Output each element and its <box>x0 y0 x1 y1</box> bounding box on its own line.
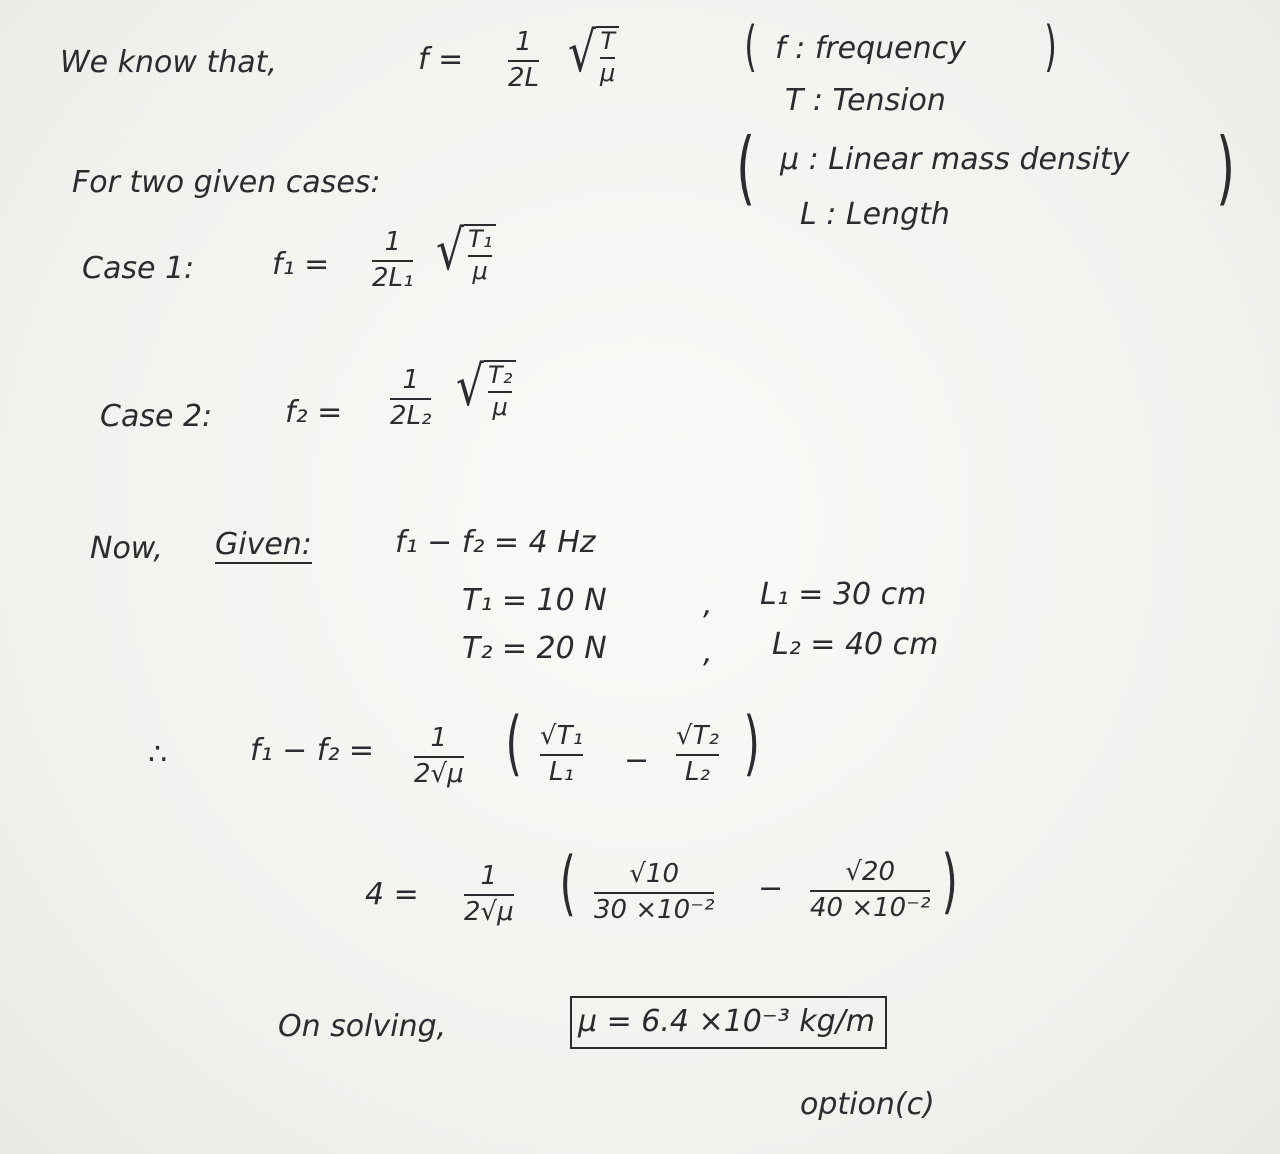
legend-tension: T : Tension <box>785 83 946 118</box>
fraction-bar <box>464 894 514 896</box>
sqrt-icon: √ <box>568 21 597 85</box>
fraction-bar <box>540 754 583 756</box>
derivation-term2 <box>676 722 719 788</box>
f-sqrt <box>568 21 619 87</box>
derivation-term2-den: L₂ <box>684 756 710 787</box>
legend-frequency: f : frequency <box>775 31 966 66</box>
f-rad-num: T <box>600 27 616 55</box>
answer-box: μ = 6.4 ×10⁻³ kg/m <box>570 996 887 1049</box>
sqrt-icon: √ <box>456 355 485 419</box>
length-1: L₁ = 30 cm <box>760 577 927 612</box>
substitution-term2-num: √20 <box>845 857 896 887</box>
case2-rad-num: T₂ <box>488 361 513 389</box>
case1-sqrt <box>436 219 496 285</box>
legend-open-paren: ( <box>736 121 755 214</box>
substitution-term1-num: √10 <box>629 859 680 889</box>
substitution-prefactor <box>464 862 514 928</box>
sqrt-icon: √ <box>436 219 465 283</box>
derivation-lhs: f₁ − f₂ = <box>250 733 375 768</box>
comma-1: , <box>703 587 713 622</box>
f-lhs: f = <box>418 42 464 77</box>
freq-diff: f₁ − f₂ = 4 Hz <box>395 525 596 560</box>
derivation-pre-num: 1 <box>430 723 448 753</box>
option-label: option(c) <box>800 1087 935 1122</box>
derivation-open-paren: ( <box>505 702 522 784</box>
case1-den: 2L₁ <box>372 262 414 293</box>
case2-sqrt <box>456 355 516 421</box>
therefore-symbol: ∴ <box>148 737 168 772</box>
case1-prefactor <box>372 228 413 294</box>
f-rad-den: μ <box>600 58 616 87</box>
derivation-close-paren: ) <box>743 702 760 784</box>
f-prefactor-den: 2L <box>508 62 540 93</box>
derivation-pre-den: 2√μ <box>414 758 464 789</box>
cases-intro: For two given cases: <box>72 165 381 200</box>
substitution-minus: − <box>758 871 784 906</box>
case2-label: Case 2: <box>100 399 213 434</box>
tension-2: T₂ = 20 N <box>462 631 607 666</box>
legend-close-paren-top: ) <box>1044 15 1057 78</box>
case1-label: Case 1: <box>82 251 195 286</box>
derivation-term2-num: √T₂ <box>676 721 719 751</box>
fraction-bar <box>810 890 930 892</box>
case2-den: 2L₂ <box>390 400 432 431</box>
f-prefactor-num: 1 <box>515 27 532 57</box>
substitution-open-paren: ( <box>559 842 576 924</box>
case2-num: 1 <box>402 365 419 395</box>
case1-lhs: f₁ = <box>272 247 330 282</box>
case1-rad-den: μ <box>472 256 488 285</box>
case2-rad-den: μ <box>492 392 508 421</box>
we-know-text: We know that, <box>60 45 277 80</box>
legend-length: L : Length <box>800 197 950 232</box>
fraction-bar <box>390 398 431 400</box>
substitution-term1 <box>594 860 714 926</box>
derivation-term1-num: √T₁ <box>540 721 583 751</box>
derivation-prefactor <box>414 724 464 790</box>
tension-1: T₁ = 10 N <box>462 583 607 618</box>
fraction-bar <box>676 754 719 756</box>
given-label: Given: <box>215 527 312 562</box>
legend-open-paren-top: ( <box>744 15 757 78</box>
comma-2: , <box>703 635 713 670</box>
fraction-bar <box>594 892 714 894</box>
substitution-close-paren: ) <box>941 840 958 922</box>
case2-lhs: f₂ = <box>285 395 343 430</box>
substitution-lhs: 4 = <box>365 877 419 912</box>
derivation-term1 <box>540 722 583 788</box>
substitution-term2 <box>810 858 930 924</box>
fraction-bar <box>372 260 413 262</box>
substitution-pre-num: 1 <box>480 861 498 891</box>
case1-num: 1 <box>384 227 401 257</box>
substitution-term1-den: 30 ×10⁻² <box>594 894 715 925</box>
f-prefactor <box>508 28 539 94</box>
now-label: Now, <box>90 531 163 566</box>
on-solving-text: On solving, <box>278 1009 447 1044</box>
case2-prefactor <box>390 366 431 432</box>
derivation-term1-den: L₁ <box>548 756 574 787</box>
length-2: L₂ = 40 cm <box>772 627 939 662</box>
legend-mu: μ : Linear mass density <box>780 142 1130 177</box>
substitution-term2-den: 40 ×10⁻² <box>810 892 931 923</box>
fraction-bar <box>508 60 539 62</box>
case1-rad-num: T₁ <box>468 225 493 253</box>
fraction-bar <box>414 756 464 758</box>
legend-close-paren: ) <box>1216 121 1235 214</box>
derivation-minus: − <box>624 743 650 778</box>
substitution-pre-den: 2√μ <box>464 896 514 927</box>
